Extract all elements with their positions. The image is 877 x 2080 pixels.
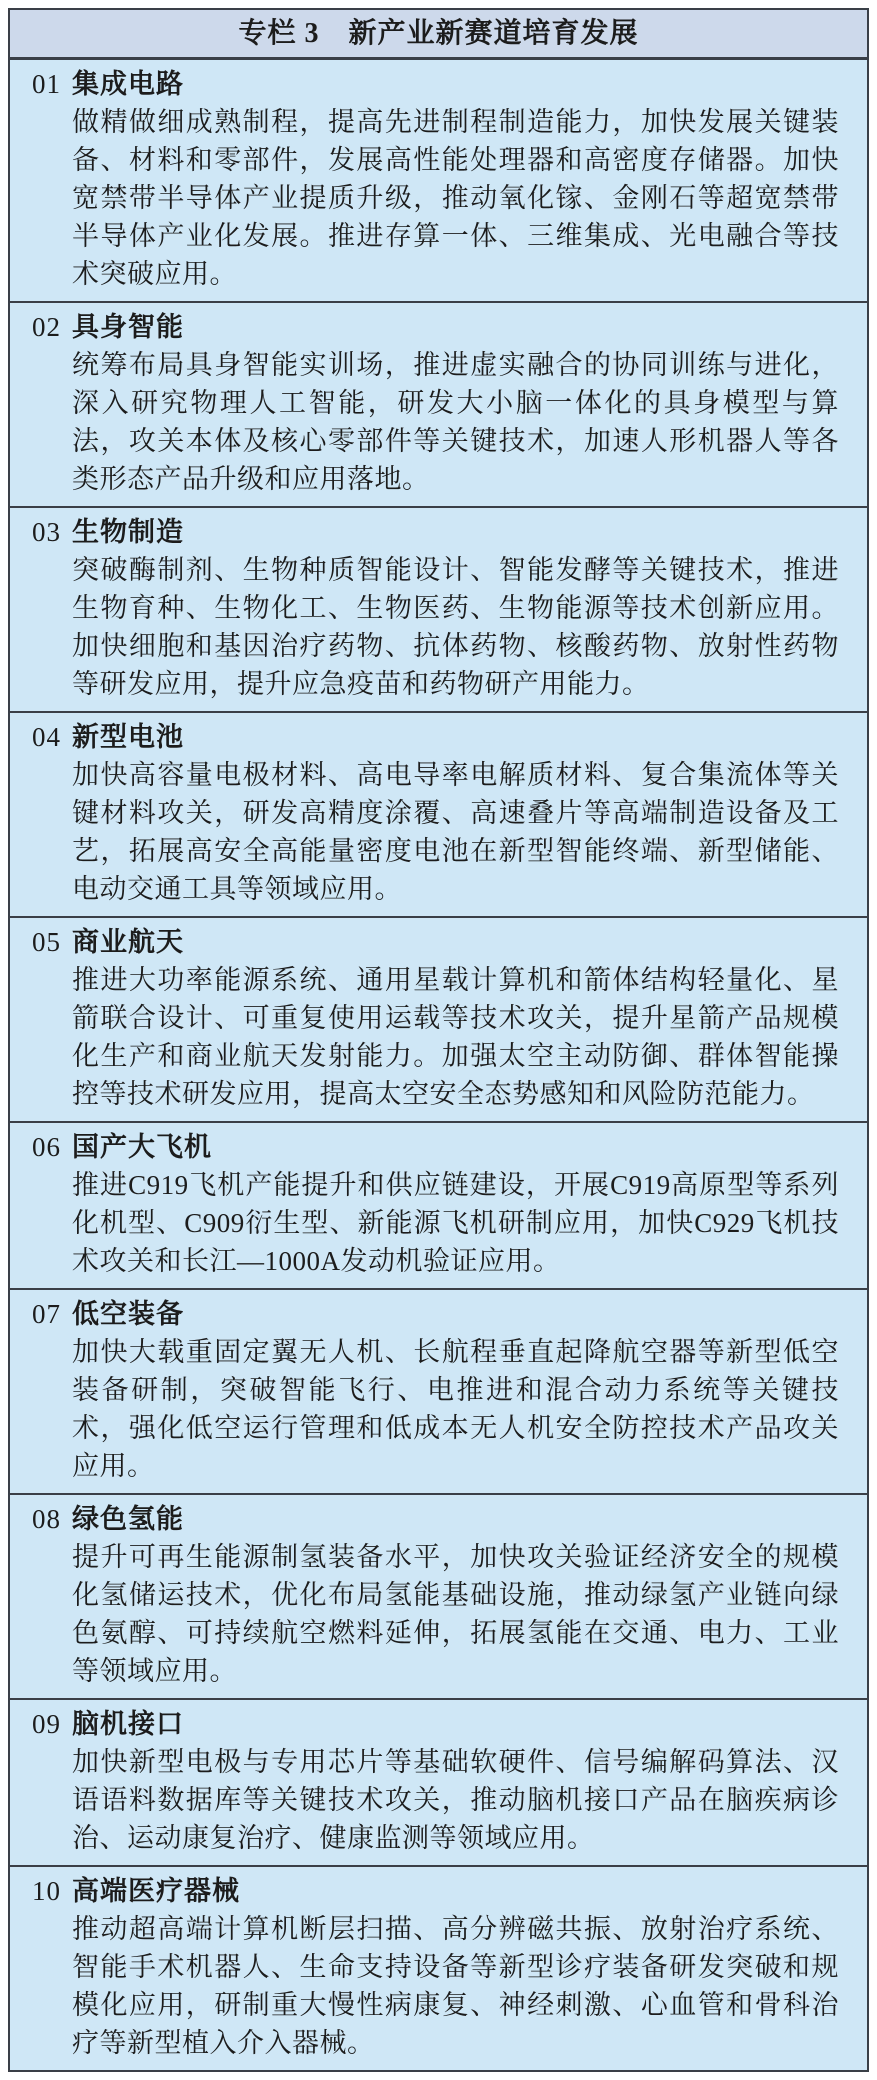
section-title: 脑机接口	[72, 1709, 184, 1739]
section-body-text: 推进大功率能源系统、通用星载计算机和箭体结构轻量化、星箭联合设计、可重复使用运载等技术攻关，提升星箭产品规模化生产和商业航天发射能力。加强太空主动防御、群体智能操控等技术研发应用，提高太空安全态势感知和风险防范能力。	[72, 965, 839, 1109]
section-head	[32, 308, 839, 346]
section-head	[32, 65, 839, 103]
section-title: 商业航天	[72, 927, 184, 957]
section-body-text: 提升可再生能源制氢装备水平，加快攻关验证经济安全的规模化氢储运技术，优化布局氢能基础设施，推动绿氢产业链向绿色氨醇、可持续航空燃料延伸，拓展氢能在交通、电力、工业等领域应用。	[72, 1542, 839, 1686]
section-body-text: 做精做细成熟制程，提高先进制程制造能力，加快发展关键装备、材料和零部件，发展高性能处理器和高密度存储器。加快宽禁带半导体产业提质升级，推动氧化镓、金刚石等超宽禁带半导体产业化发展。推进存算一体、三维集成、光电融合等技术突破应用。	[72, 107, 839, 289]
section-head	[32, 1500, 839, 1538]
section-number: 05	[32, 927, 61, 957]
section-row	[10, 1288, 867, 1493]
section-row	[10, 1865, 867, 2070]
section-title: 具身智能	[72, 312, 184, 342]
section-number: 10	[32, 1876, 61, 1906]
section-row	[10, 506, 867, 711]
section-number: 08	[32, 1504, 61, 1534]
section-number: 01	[32, 69, 61, 99]
section-title: 绿色氢能	[72, 1504, 184, 1534]
section-row	[10, 60, 867, 301]
section-body-text: 推动超高端计算机断层扫描、高分辨磁共振、放射治疗系统、智能手术机器人、生命支持设备等新型诊疗装备研发突破和规模化应用，研制重大慢性病康复、神经刺激、心血管和骨科治疗等新型植入介入器械。	[72, 1914, 839, 2058]
section-head	[32, 718, 839, 756]
section-title: 新型电池	[72, 722, 184, 752]
section-row	[10, 1698, 867, 1865]
section-row	[10, 301, 867, 506]
column-panel	[8, 8, 869, 2072]
section-row	[10, 1493, 867, 1698]
section-title: 高端医疗器械	[72, 1876, 240, 1906]
panel-title: 专栏 3 新产业新赛道培育发展	[10, 10, 867, 60]
section-body-text: 加快新型电极与专用芯片等基础软硬件、信号编解码算法、汉语语料数据库等关键技术攻关，推动脑机接口产品在脑疾病诊治、运动康复治疗、健康监测等领域应用。	[72, 1747, 839, 1853]
section-number: 06	[32, 1132, 61, 1162]
section-title: 集成电路	[72, 69, 184, 99]
section-body-text: 统筹布局具身智能实训场，推进虚实融合的协同训练与进化，深入研究物理人工智能，研发大小脑一体化的具身模型与算法，攻关本体及核心零部件等关键技术，加速人形机器人等各类形态产品升级和应用落地。	[72, 350, 839, 494]
section-head	[32, 1872, 839, 1910]
section-number: 04	[32, 722, 61, 752]
section-title: 低空装备	[72, 1299, 184, 1329]
section-body-text: 加快高容量电极材料、高电导率电解质材料、复合集流体等关键材料攻关，研发高精度涂覆、高速叠片等高端制造设备及工艺，拓展高安全高能量密度电池在新型智能终端、新型储能、电动交通工具等领域应用。	[72, 760, 839, 904]
section-number: 09	[32, 1709, 61, 1739]
section-title: 国产大飞机	[72, 1132, 212, 1162]
section-number: 07	[32, 1299, 61, 1329]
section-head	[32, 1705, 839, 1743]
section-row	[10, 1121, 867, 1288]
section-number: 02	[32, 312, 61, 342]
section-row	[10, 711, 867, 916]
section-body-text: 突破酶制剂、生物种质智能设计、智能发酵等关键技术，推进生物育种、生物化工、生物医药、生物能源等技术创新应用。加快细胞和基因治疗药物、抗体药物、核酸药物、放射性药物等研发应用，提升应急疫苗和药物研产用能力。	[72, 555, 839, 699]
section-row	[10, 916, 867, 1121]
section-title: 生物制造	[72, 517, 184, 547]
section-number: 03	[32, 517, 61, 547]
section-head	[32, 923, 839, 961]
section-head	[32, 513, 839, 551]
section-head	[32, 1128, 839, 1166]
section-body-text: 推进C919飞机产能提升和供应链建设，开展C919高原型等系列化机型、C909衍生型、新能源飞机研制应用，加快C929飞机技术攻关和长江—1000A发动机验证应用。	[72, 1170, 839, 1276]
section-head	[32, 1295, 839, 1333]
section-body-text: 加快大载重固定翼无人机、长航程垂直起降航空器等新型低空装备研制，突破智能飞行、电推进和混合动力系统等关键技术，强化低空运行管理和低成本无人机安全防控技术产品攻关应用。	[72, 1337, 839, 1481]
